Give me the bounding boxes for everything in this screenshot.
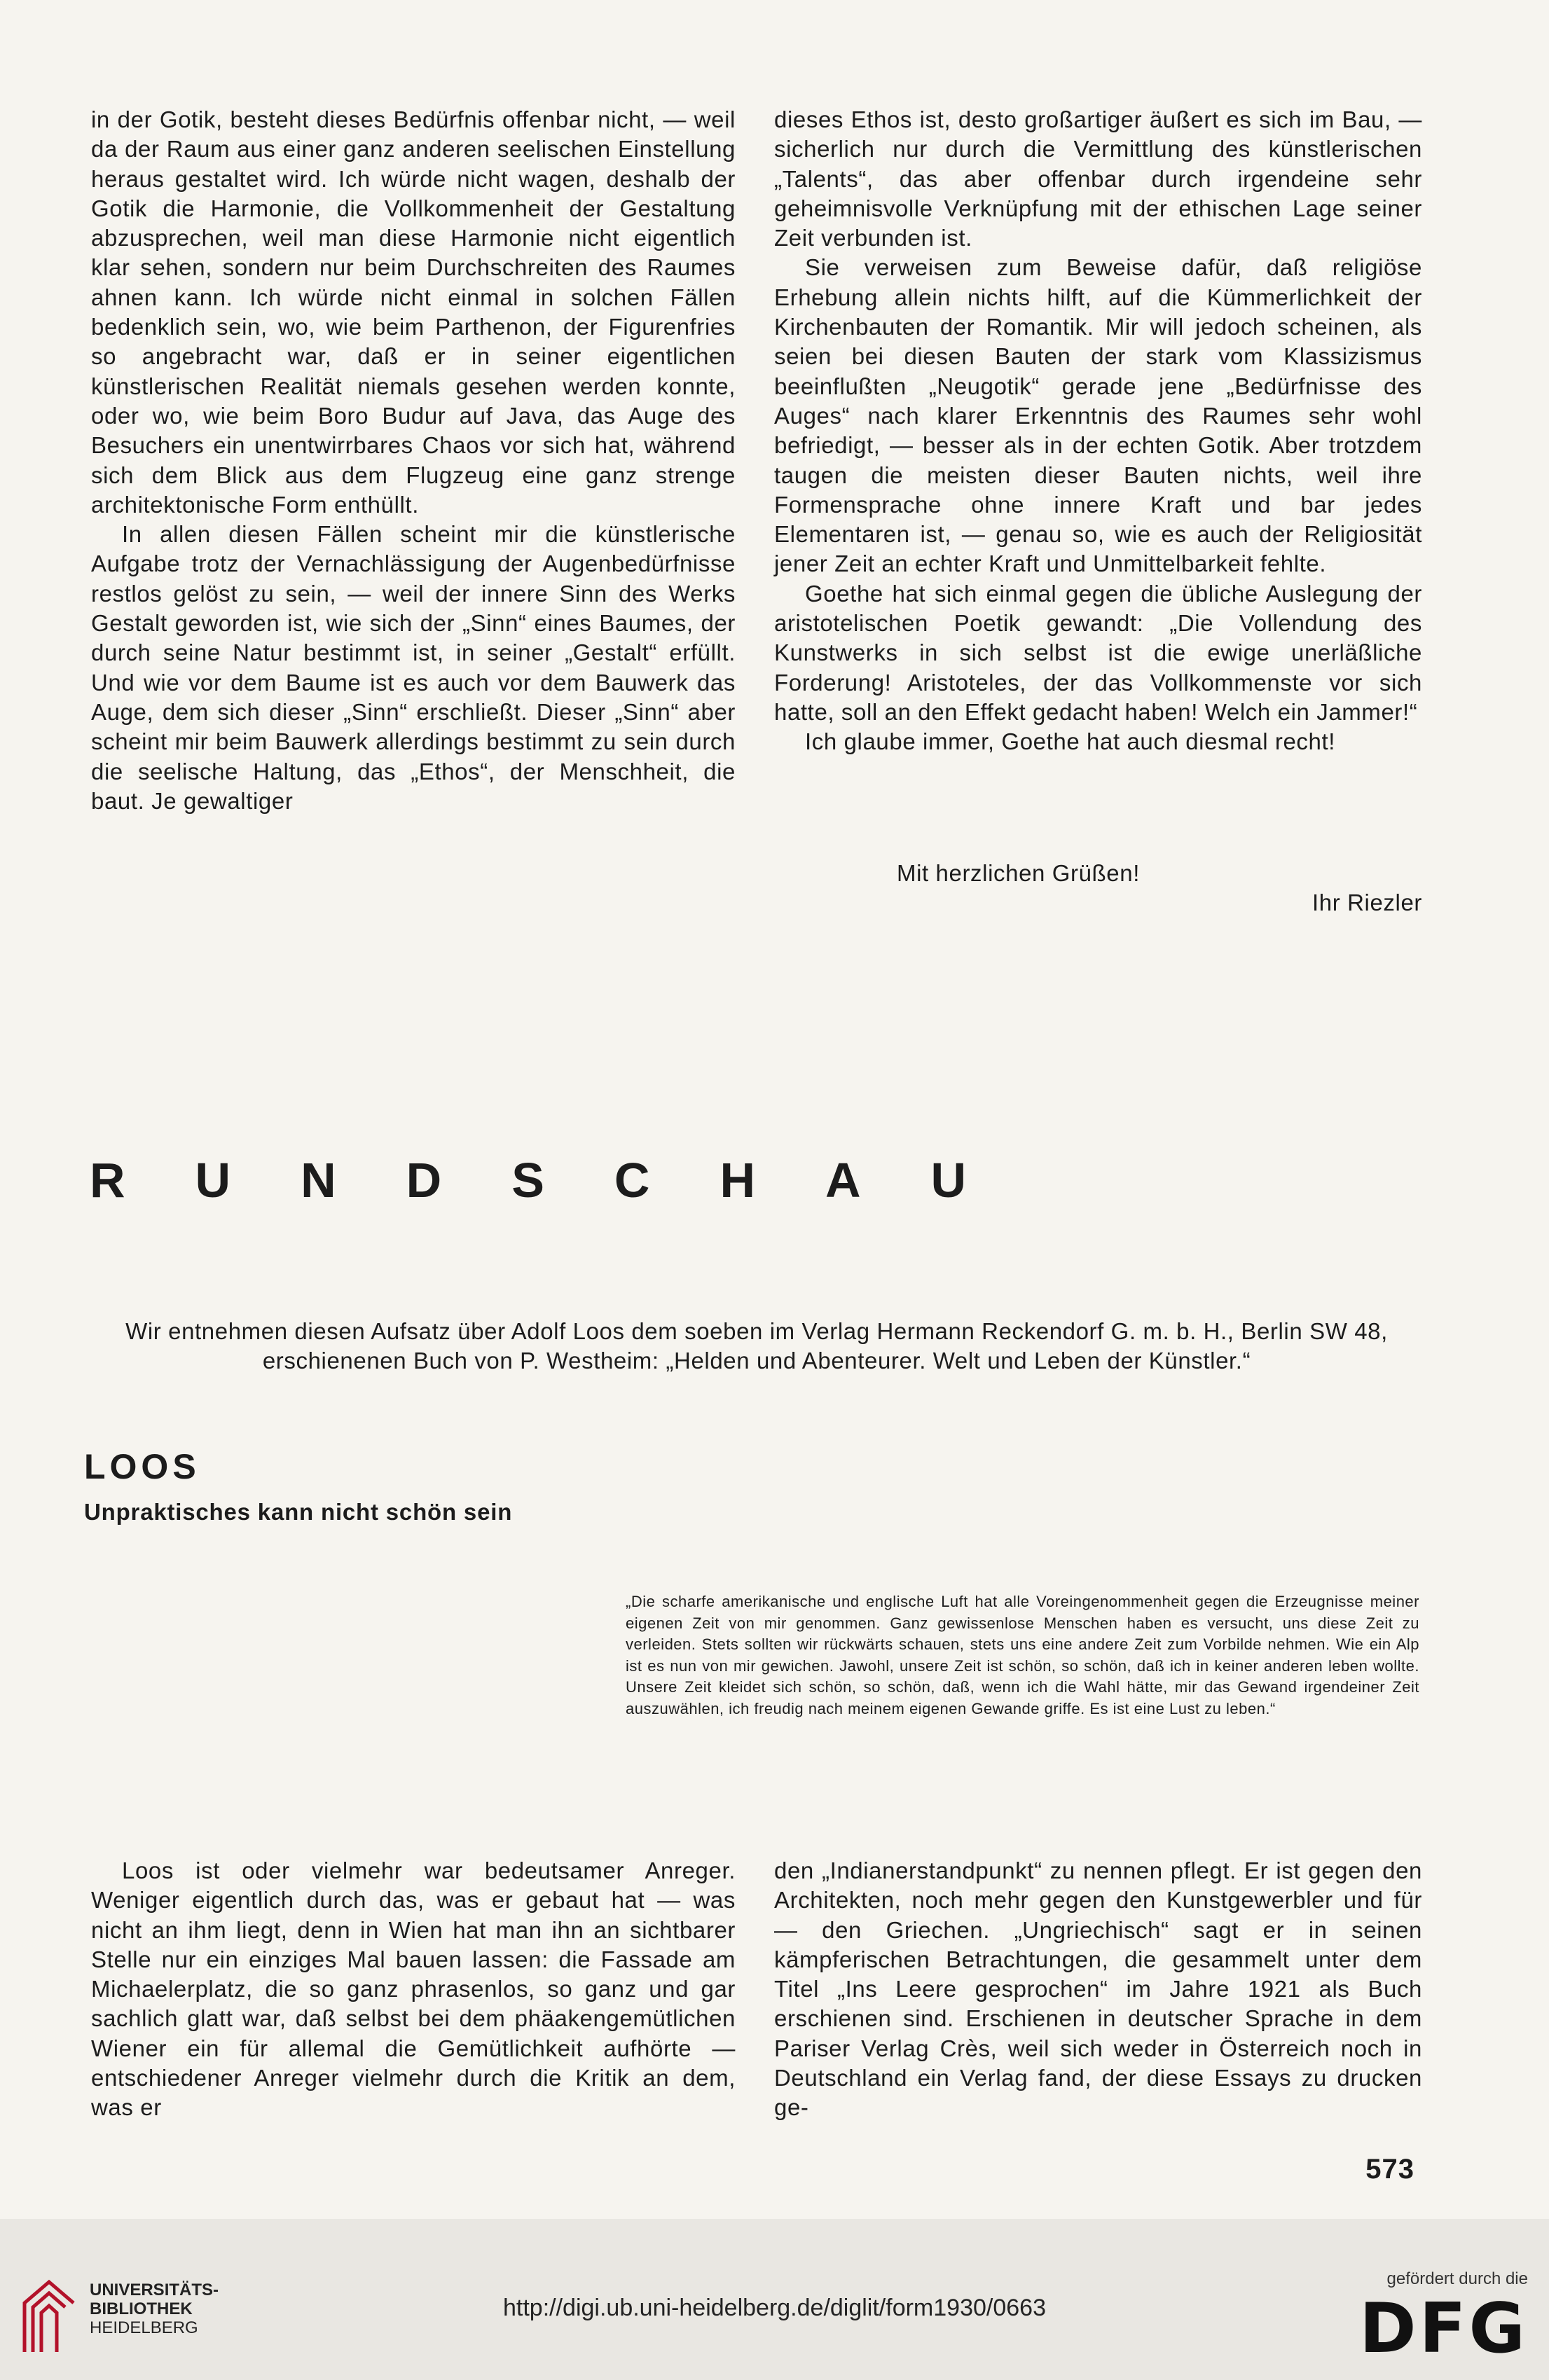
letter-column-right (774, 105, 1422, 757)
letter-paragraph: Goethe hat sich einmal gegen die übliche Auslegung der aristotelischen Poetik gewandt: „Die Vollendung des Kunstwerks in sich selbst ist die ewige unerläßliche Forderung! Aristoteles, der das Vollkommenste vor sich hatte, soll an den Effekt gedacht haben! Welch ein Jammer!“ (774, 580, 1422, 725)
letter-greeting: Mit herzlichen Grüßen! (897, 860, 1140, 886)
section-heading: RUNDSCHAU (90, 1153, 1037, 1208)
dfg-logo: DFG (1359, 2289, 1528, 2369)
letter-paragraph: Sie verweisen zum Beweise dafür, daß religiöse Erhebung allein nichts hilft, auf die Kümmerlichkeit der Kirchenbauten der Romantik. Mir will jedoch scheinen, als seien bei diesen Bauten der stark vom Klassizismus beeinflußten „Neugotik“ gerade jene „Bedürfnisse des Auges“ nach klarer Erkenntnis des Raumes sehr wohl befriedigt, — besser als in der echten Gotik. Aber trotzdem taugen die meisten dieser Bauten nichts, weil ihre Formensprache ohne innere Kraft und bar jedes Elementaren ist, — genau so, wie es auch der Religiosität jener Zeit an echter Kraft und Unmittelbarkeit fehlte. (774, 254, 1422, 577)
letter-paragraph: dieses Ethos ist, desto großartiger äußert es sich im Bau, — sicherlich nur durch die Vermittlung des künstlerischen „Talents“, das aber offenbar durch irgendeine sehr geheimnisvolle Verknüpfung mit der ethischen Lage seiner Zeit verbunden ist. (774, 106, 1422, 251)
article-subtitle: Unpraktisches kann nicht schön sein (84, 1499, 513, 1525)
letter-paragraph: In allen diesen Fällen scheint mir die künstlerische Aufgabe trotz der Vernachlässigung der Augenbedürfnisse restlos gelöst zu sein, — weil der innere Sinn des Werks Gestalt geworden ist, wie sich der „Sinn“ eines Baumes, der durch seine Natur bestimmt ist, in seiner „Gestalt“ erfüllt. Und wie vor dem Baume ist es auch vor dem Bauwerk das Auge, dem sich dieser „Sinn“ erschließt. Dieser „Sinn“ aber scheint mir beim Bauwerk allerdings bestimmt zu sein durch die seelische Haltung, das „Ethos“, der Menschheit, die baut. Je gewaltiger (91, 521, 736, 814)
article-intro: Wir entnehmen diesen Aufsatz über Adolf Loos dem soeben im Verlag Hermann Reckendorf G. m. b. H., Berlin SW 48, erschienenen Buch von P. Westheim: „Helden und Abenteurer. Welt und Leben der Künstler.“ (125, 1318, 1388, 1374)
article-paragraph: den „Indianerstandpunkt“ zu nennen pflegt. Er ist gegen den Architekten, noch mehr gegen den Kunstgewerbler und für — den Griechen. „Ungriechisch“ sagt er in seinen kämpferischen Betrachtungen, die gesammelt unter dem Titel „Ins Leere gesprochen“ im Jahre 1921 als Buch erschienen sind. Erschienen in deutscher Sprache in dem Pariser Verlag Crès, weil sich weder in Österreich noch in Deutschland ein Verlag fand, der diese Essays zu drucken ge- (774, 1857, 1422, 2121)
article-paragraph: Loos ist oder vielmehr war bedeutsamer Anreger. Weniger eigentlich durch das, was er gebaut hat — was nicht an ihm liegt, denn in Wien hat man ihn an sichtbarer Stelle nur ein einziges Mal bauen lassen: die Fassade am Michaelerplatz, die so ganz phrasenlos, so ganz und gar sachlich glatt war, daß selbst bei dem phäakengemütlichen Wiener ein für allemal die Gemütlichkeit aufhörte — entschiedener Anreger vielmehr durch die Kritik an dem, was er (91, 1857, 736, 2121)
epigraph-quote: „Die scharfe amerikanische und englische Luft hat alle Voreingenommenheit gegen die Erzeugnisse meiner eigenen Zeit von mir genommen. Ganz gewissenlose Menschen haben es versucht, uns diese Zeit zu verleiden. Stets sollten wir rückwärts schauen, stets uns eine andere Zeit zum Vorbilde nehmen. Wie ein Alp ist es nun von mir gewichen. Jawohl, unsere Zeit ist schön, so schön, daß ich in keiner anderen leben wollte. Unsere Zeit kleidet sich schön, so schön, daß, wenn ich die Wahl hätte, mir das Gewand irgendeiner Zeit auszuwählen, ich freudig nach meinem eigenen Gewande griffe. Es ist eine Lust zu leben.“ (626, 1593, 1419, 1717)
funding-text: gefördert durch die (1386, 2269, 1528, 2288)
digitization-footer (0, 2219, 1549, 2380)
letter-paragraph: Ich glaube immer, Goethe hat auch diesmal recht! (805, 728, 1336, 755)
library-name-line: BIBLIOTHEK (90, 2299, 193, 2318)
letter-paragraph: in der Gotik, besteht dieses Bedürfnis offenbar nicht, — weil da der Raum aus einer ganz anderen seelischen Einstellung heraus gestaltet wird. Ich würde nicht wagen, deshalb der Gotik die Harmonie, die Vollkommenheit der Gestaltung abzusprechen, weil man diese Harmonie nicht eigentlich klar sehen, sondern nur beim Durchschreiten des Raumes ahnen kann. Ich würde nicht einmal in solchen Fällen bedenklich sein, wo, wie beim Parthenon, der Figurenfries so angebracht war, daß er in seiner eigentlichen künstlerischen Realität niemals gesehen werden konnte, oder wo, wie beim Boro Budur auf Java, das Auge des Besuchers ein unentwirrbares Chaos vor sich hat, während sich dem Blick aus dem Flugzeug eine ganz strenge architektonische Form enthüllt. (91, 106, 736, 518)
page-number: 573 (1365, 2154, 1414, 2185)
letter-column-left (91, 105, 736, 816)
library-name-line: UNIVERSITÄTS- (90, 2281, 219, 2299)
letter-signature: Ihr Riezler (1312, 890, 1422, 915)
library-name-line: HEIDELBERG (90, 2318, 198, 2337)
article-column-left (91, 1856, 736, 2123)
source-url-link[interactable]: http://digi.ub.uni-heidelberg.de/diglit/form1930/0663 (503, 2295, 1046, 2321)
article-column-right (774, 1856, 1422, 2123)
article-title: LOOS (84, 1447, 200, 1486)
